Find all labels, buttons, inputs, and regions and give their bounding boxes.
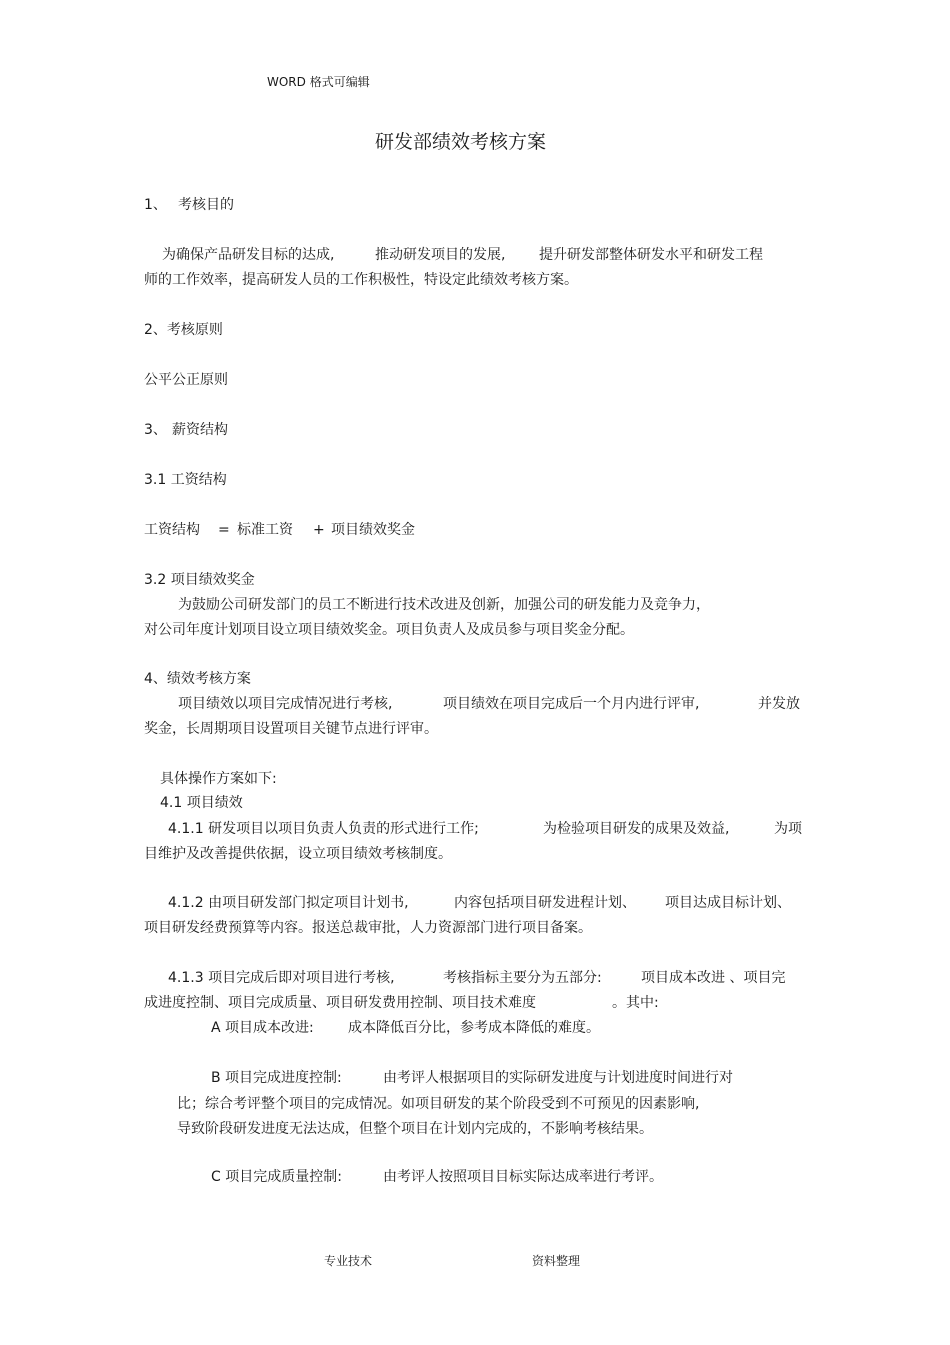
formula-term-project-bonus: 项目绩效奖金 [331, 522, 415, 538]
section-1-heading: 考核目的 [178, 197, 234, 213]
section-4-1-2-line1b: 内容包括项目研发进程计划、 [454, 895, 636, 911]
section-4-para-line1b: 项目绩效在项目完成后一个月内进行评审, [443, 696, 700, 712]
section-4-1-1-line2: 目维护及改善提供依据，设立项目绩效考核制度。 [144, 846, 452, 862]
item-c-text: 由考评人按照项目目标实际达成率进行考评。 [383, 1169, 663, 1185]
item-a-text: 成本降低百分比，参考成本降低的难度。 [348, 1020, 600, 1036]
section-4-1-2-line2: 项目研发经费预算等内容。报送总裁审批，人力资源部门进行项目备案。 [144, 920, 592, 936]
section-4-1-3-line2b: 。其中: [612, 995, 659, 1011]
section-4-1-2-line1a: 4.1.2 由项目研发部门拟定项目计划书, [168, 895, 409, 911]
section-3-heading: 薪资结构 [172, 422, 228, 438]
section-4-1-1-line1a: 4.1.1 研发项目以项目负责人负责的形式进行工作; [168, 821, 479, 837]
formula-term-salary-structure: 工资结构 [144, 522, 200, 538]
section-4-1-2-line1c: 项目达成目标计划、 [665, 895, 791, 911]
item-b-line2: 比；综合考评整个项目的完成情况。如项目研发的某个阶段受到不可预见的因素影响, [177, 1096, 700, 1112]
section-4-1-3-line1b: 考核指标主要分为五部分: [443, 970, 602, 986]
section-4-para-line1a: 项目绩效以项目完成情况进行考核, [178, 696, 393, 712]
item-b-line1: 由考评人根据项目的实际研发进度与计划进度时间进行对 [383, 1070, 733, 1086]
footer-right: 资料整理 [532, 1254, 581, 1268]
section-4-1-3-line2a: 成进度控制、项目完成质量、项目研发费用控制、项目技术难度 [144, 995, 536, 1011]
item-a-label: A 项目成本改进: [211, 1020, 314, 1036]
formula-equals: = [218, 522, 230, 538]
section-4-para-line1c: 并发放 [758, 696, 800, 712]
section-4-intro: 具体操作方案如下: [160, 771, 277, 787]
section-4-1-1-line1c: 为项 [774, 821, 802, 837]
section-2-heading: 2、考核原则 [144, 322, 223, 338]
section-1-number: 1、 [144, 197, 167, 213]
footer-left: 专业技术 [324, 1254, 373, 1268]
item-b-line3: 导致阶段研发进度无法达成，但整个项目在计划内完成的，不影响考核结果。 [177, 1121, 653, 1137]
section-3-1-heading: 3.1 工资结构 [144, 472, 227, 488]
page-header: WORD 格式可编辑 [267, 75, 370, 89]
item-c-label: C 项目完成质量控制: [211, 1169, 342, 1185]
section-1-para-line1c: 提升研发部整体研发水平和研发工程 [539, 247, 763, 263]
section-4-1-3-line1a: 4.1.3 项目完成后即对项目进行考核, [168, 970, 395, 986]
section-4-heading: 4、绩效考核方案 [144, 671, 251, 687]
section-3-2-para-line2: 对公司年度计划项目设立项目绩效奖金。项目负责人及成员参与项目奖金分配。 [144, 622, 634, 638]
section-3-number: 3、 [144, 422, 167, 438]
formula-term-standard-salary: 标准工资 [237, 522, 293, 538]
section-1-para-line2: 师的工作效率，提高研发人员的工作积极性，特设定此绩效考核方案。 [144, 272, 578, 288]
section-1-para-line1b: 推动研发项目的发展, [375, 247, 506, 263]
document-title: 研发部绩效考核方案 [375, 131, 547, 153]
section-4-1-heading: 4.1 项目绩效 [160, 795, 243, 811]
item-b-label: B 项目完成进度控制: [211, 1070, 342, 1086]
section-2-text: 公平公正原则 [144, 372, 228, 388]
section-4-1-1-line1b: 为检验项目研发的成果及效益, [543, 821, 730, 837]
section-4-1-3-line1c: 项目成本改进 、项目完 [641, 970, 786, 986]
section-1-para-line1a: 为确保产品研发目标的达成, [162, 247, 335, 263]
formula-plus: + [313, 522, 325, 538]
section-3-2-para-line1: 为鼓励公司研发部门的员工不断进行技术改进及创新，加强公司的研发能力及竞争力， [178, 597, 710, 613]
section-4-para-line2: 奖金，长周期项目设置项目关键节点进行评审。 [144, 721, 438, 737]
section-3-2-heading: 3.2 项目绩效奖金 [144, 572, 255, 588]
